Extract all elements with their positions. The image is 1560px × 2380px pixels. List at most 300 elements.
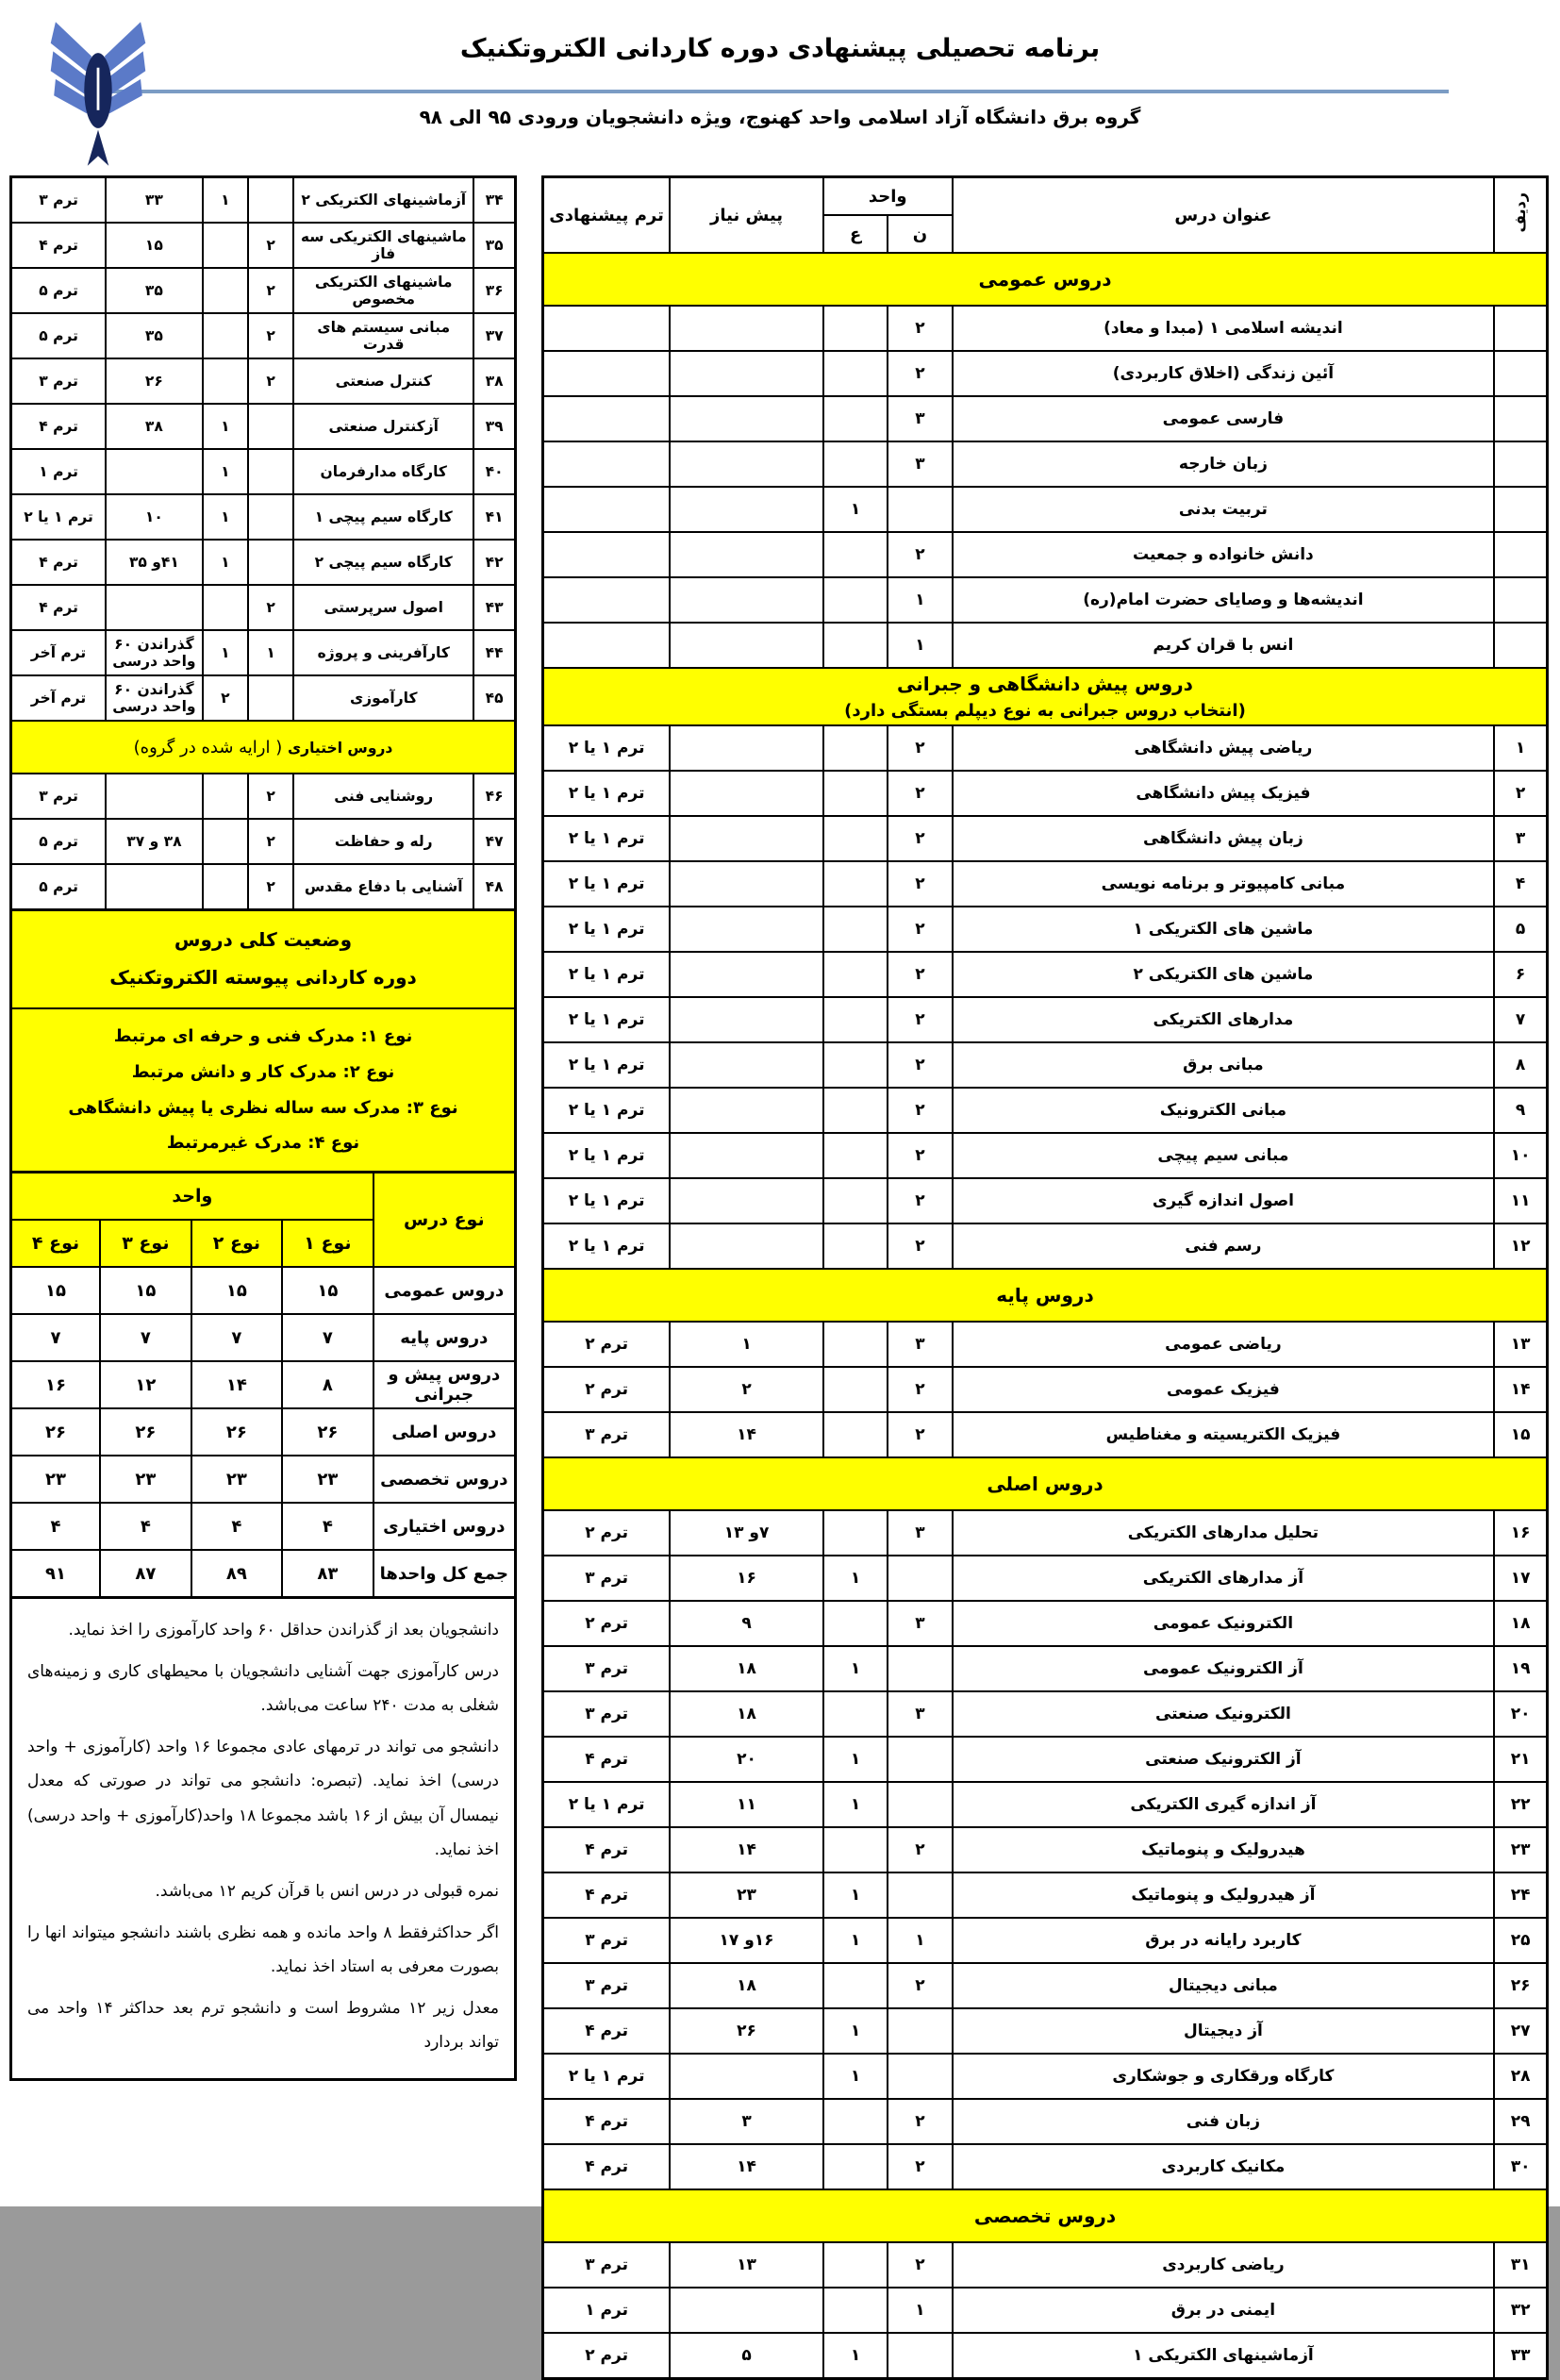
type-row-label: دروس پیش و جبرانی	[373, 1361, 516, 1408]
cell-term: ترم ۱ یا ۲	[11, 494, 107, 540]
cell-row-number	[1494, 623, 1547, 668]
course-row	[11, 313, 516, 358]
course-row	[11, 449, 516, 494]
course-row	[543, 2008, 1548, 2054]
cell-prereq: ۹	[670, 1601, 823, 1646]
cell-prereq: ۷و ۱۳	[670, 1510, 823, 1556]
cell-term: ترم ۳	[11, 358, 107, 404]
course-row	[11, 819, 516, 864]
cell-theory-units: ۲	[888, 952, 952, 997]
type-table-row	[11, 1267, 516, 1314]
cell-row-number: ۲۰	[1494, 1691, 1547, 1737]
course-row	[543, 1737, 1548, 1782]
cell-prereq	[670, 1223, 823, 1269]
cell-course-title: کارگاه سیم پیچی ۱	[293, 494, 473, 540]
cell-term: ترم ۴	[11, 404, 107, 449]
course-row	[543, 1178, 1548, 1223]
type-row-value: ۷	[191, 1314, 283, 1361]
cell-term	[543, 441, 671, 487]
cell-term: ترم ۵	[11, 819, 107, 864]
cell-term	[543, 487, 671, 532]
cell-term: ترم ۱ یا ۲	[543, 771, 671, 816]
cell-theory-units: ۲	[888, 725, 952, 771]
cell-practical-units	[823, 2144, 888, 2189]
cell-practical-units	[823, 725, 888, 771]
section-title-cell	[11, 721, 516, 774]
cell-course-title: ایمنی در برق	[953, 2288, 1495, 2333]
cell-practical-units	[823, 532, 888, 577]
status-type-line: نوع ۴: مدرک غیرمرتبط	[166, 1133, 360, 1154]
cell-theory-units	[888, 1782, 952, 1827]
cell-theory-units: ۲	[888, 1223, 952, 1269]
course-row	[543, 1646, 1548, 1691]
cell-course-title: تربیت بدنی	[953, 487, 1495, 532]
note-item: درس کارآموزی جهت آشنایی دانشجویان با محیطهای کاری و زمینه‌های شغلی به مدت ۲۴۰ ساعت می‌باشد.	[27, 1661, 499, 1716]
cell-practical-units	[823, 1088, 888, 1133]
total-row-value: ۸۷	[100, 1550, 191, 1598]
main-column	[541, 175, 1549, 2380]
cell-prereq	[670, 441, 823, 487]
continuation-course-table	[9, 175, 517, 911]
section-title: دروس اختیاری	[287, 739, 393, 757]
cell-row-number: ۴	[1494, 861, 1547, 907]
cell-course-title: فیزیک الکتریسیته و مغناطیس	[953, 1412, 1495, 1457]
cell-course-title: اصول سرپرستی	[293, 585, 473, 630]
cell-row-number: ۳۷	[473, 313, 515, 358]
cell-course-title: کاربرد رایانه در برق	[953, 1918, 1495, 1963]
course-row	[543, 1088, 1548, 1133]
type-row-value: ۴	[11, 1503, 101, 1550]
cell-practical-units: ۱	[203, 404, 248, 449]
course-row	[11, 177, 516, 224]
cell-term	[543, 396, 671, 441]
cell-practical-units	[823, 1691, 888, 1737]
cell-practical-units: ۱	[823, 2333, 888, 2379]
cell-practical-units	[823, 816, 888, 861]
cell-term: ترم ۲	[543, 1601, 671, 1646]
cell-practical-units	[823, 2099, 888, 2144]
cell-practical-units: ۱	[823, 2008, 888, 2054]
cell-course-title: رسم فنی	[953, 1223, 1495, 1269]
cell-theory-units: ۳	[888, 1601, 952, 1646]
cell-prereq	[670, 306, 823, 351]
section-header-row	[543, 2189, 1548, 2242]
cell-practical-units	[823, 2288, 888, 2333]
cell-practical-units	[823, 1963, 888, 2008]
cell-prereq: ۱۶و ۱۷	[670, 1918, 823, 1963]
course-row	[543, 351, 1548, 396]
cell-theory-units: ۲	[888, 1088, 952, 1133]
cell-theory-units: ۲	[888, 816, 952, 861]
cell-prereq: ۲۳	[670, 1872, 823, 1918]
cell-theory-units: ۱	[888, 1918, 952, 1963]
course-row	[543, 1042, 1548, 1088]
cell-practical-units: ۱	[823, 1782, 888, 1827]
cell-theory-units: ۲	[248, 313, 293, 358]
section-header-row	[543, 668, 1548, 725]
cell-theory-units: ۳	[888, 1691, 952, 1737]
note-item: دانشجو می تواند در ترمهای عادی مجموعا ۱۶ واحد (کارآموزی + واحد درسی) اخذ نماید. (تبصره: دانشجو می تواند در صورتی که معدل نیمسال آن بیش از ۱۶ باشد مجموعا ۱۸ واحد(کارآموزی + واحد درسی) اخذ نماید.	[27, 1737, 499, 1860]
cell-theory-units	[888, 487, 952, 532]
cell-practical-units	[823, 441, 888, 487]
cell-term: ترم ۳	[543, 1963, 671, 2008]
course-row	[11, 864, 516, 910]
cell-term: ترم ۱ یا ۲	[543, 816, 671, 861]
type-row-value: ۲۶	[11, 1408, 101, 1456]
section-title: دروس تخصصی	[973, 2205, 1117, 2227]
cell-practical-units: ۱	[823, 1918, 888, 1963]
cell-row-number: ۱۳	[1494, 1322, 1547, 1367]
type-row-value: ۴	[100, 1503, 191, 1550]
cell-prereq: ۳۸ و ۳۷	[106, 819, 203, 864]
cell-theory-units: ۲	[888, 1042, 952, 1088]
course-row	[543, 577, 1548, 623]
cell-course-title: تحلیل مدارهای الکتریکی	[953, 1510, 1495, 1556]
cell-prereq: ۲۶	[670, 2008, 823, 2054]
cell-course-title: ماشین های الکتریکی ۱	[953, 907, 1495, 952]
course-row	[543, 1322, 1548, 1367]
cell-theory-units	[888, 2333, 952, 2379]
total-row-label: جمع کل واحدها	[373, 1550, 516, 1598]
cell-term: ترم ۳	[11, 774, 107, 819]
cell-course-title: ریاضی پیش دانشگاهی	[953, 725, 1495, 771]
course-row	[543, 1827, 1548, 1872]
cell-term: ترم ۱ یا ۲	[543, 1782, 671, 1827]
course-row	[11, 585, 516, 630]
note-item: معدل زیر ۱۲ مشروط است و دانشجو ترم بعد حداکثر ۱۴ واحد می تواند بردارد	[27, 1998, 499, 2053]
type-row-value: ۸	[282, 1361, 373, 1408]
cell-course-title: مدارهای الکتریکی	[953, 997, 1495, 1042]
cell-row-number: ۴۸	[473, 864, 515, 910]
course-row	[543, 2054, 1548, 2099]
cell-row-number: ۳۳	[1494, 2333, 1547, 2379]
cell-theory-units: ۲	[248, 358, 293, 404]
cell-course-title: کارآفرینی و پروژه	[293, 630, 473, 675]
cell-course-title: مبانی الکترونیک	[953, 1088, 1495, 1133]
course-row	[11, 494, 516, 540]
type-row-label: دروس اصلی	[373, 1408, 516, 1456]
cell-row-number	[1494, 577, 1547, 623]
cell-row-number	[1494, 396, 1547, 441]
type-summary-table	[9, 1171, 517, 1599]
cell-theory-units	[888, 1872, 952, 1918]
cell-term: ترم ۱ یا ۲	[543, 907, 671, 952]
cell-term: ترم ۳	[543, 1556, 671, 1601]
header-course-title: عنوان درس	[953, 177, 1495, 254]
cell-prereq: ۱۸	[670, 1691, 823, 1737]
cell-prereq	[670, 1088, 823, 1133]
note-item: اگر حداکثرفقط ۸ واحد مانده و همه نظری باشند دانشجو میتواند انها را بصورت معرفی به استاد اخذ نماید.	[27, 1922, 499, 1977]
cell-row-number: ۹	[1494, 1088, 1547, 1133]
cell-row-number	[1494, 441, 1547, 487]
cell-prereq	[106, 585, 203, 630]
notes-box	[9, 1596, 517, 2081]
cell-theory-units: ۳	[888, 441, 952, 487]
cell-row-number: ۳	[1494, 816, 1547, 861]
cell-term: ترم ۵	[11, 268, 107, 313]
course-row	[543, 771, 1548, 816]
cell-practical-units: ۱	[823, 2054, 888, 2099]
cell-course-title: ماشینهای الکتریکی مخصوص	[293, 268, 473, 313]
cell-prereq: ۳	[670, 2099, 823, 2144]
type-row-value: ۷	[282, 1314, 373, 1361]
cell-theory-units: ۲	[888, 2099, 952, 2144]
cell-practical-units	[203, 358, 248, 404]
course-row	[543, 816, 1548, 861]
course-row	[543, 952, 1548, 997]
section-title-cell	[543, 253, 1548, 306]
course-row	[11, 675, 516, 721]
cell-prereq	[670, 1042, 823, 1088]
type-row-value: ۲۶	[282, 1408, 373, 1456]
course-row	[11, 358, 516, 404]
cell-prereq: ۳۵	[106, 268, 203, 313]
cell-course-title: اندیشه اسلامی ۱ (مبدا و معاد)	[953, 306, 1495, 351]
cell-course-title: آز هیدرولیک و پنوماتیک	[953, 1872, 1495, 1918]
type-row-value: ۲۶	[191, 1408, 283, 1456]
cell-row-number: ۲۲	[1494, 1782, 1547, 1827]
cell-course-title: زبان خارجه	[953, 441, 1495, 487]
cell-row-number	[1494, 351, 1547, 396]
cell-prereq	[106, 774, 203, 819]
cell-row-number: ۲۳	[1494, 1827, 1547, 1872]
cell-prereq: ۳۳	[106, 177, 203, 224]
header-term: ترم پیشنهادی	[543, 177, 671, 254]
cell-course-title: فیزیک عمومی	[953, 1367, 1495, 1412]
side-column	[9, 175, 517, 2081]
divider-line	[91, 90, 1449, 93]
cell-practical-units	[823, 1042, 888, 1088]
type-row-value: ۴	[282, 1503, 373, 1550]
type-row-label: دروس پایه	[373, 1314, 516, 1361]
cell-theory-units: ۲	[888, 1178, 952, 1223]
cell-prereq	[670, 396, 823, 441]
type-col-header: نوع ۱	[282, 1220, 373, 1267]
cell-row-number: ۴۵	[473, 675, 515, 721]
cell-course-title: مکانیک کاربردی	[953, 2144, 1495, 2189]
cell-prereq	[106, 449, 203, 494]
cell-prereq: ۳۵	[106, 313, 203, 358]
cell-row-number: ۷	[1494, 997, 1547, 1042]
cell-row-number: ۱	[1494, 725, 1547, 771]
cell-theory-units: ۲	[888, 2144, 952, 2189]
cell-practical-units	[823, 907, 888, 952]
cell-prereq	[670, 2288, 823, 2333]
section-header-row	[543, 1457, 1548, 1510]
cell-term: ترم ۴	[11, 223, 107, 268]
type-row-value: ۱۵	[282, 1267, 373, 1314]
cell-practical-units	[823, 1367, 888, 1412]
cell-row-number: ۲۸	[1494, 2054, 1547, 2099]
header-prereq: پیش نیاز	[670, 177, 823, 254]
course-row	[543, 725, 1548, 771]
cell-theory-units	[888, 1646, 952, 1691]
course-table-header	[543, 177, 1548, 254]
cell-theory-units	[888, 2008, 952, 2054]
type-row-label: دروس تخصصی	[373, 1456, 516, 1503]
cell-theory-units: ۲	[888, 2242, 952, 2288]
cell-practical-units	[203, 313, 248, 358]
cell-course-title: آز دیجیتال	[953, 2008, 1495, 2054]
cell-term: ترم ۱	[11, 449, 107, 494]
cell-practical-units	[823, 1510, 888, 1556]
cell-row-number: ۲۱	[1494, 1737, 1547, 1782]
course-row	[543, 1691, 1548, 1737]
cell-term: ترم ۲	[543, 1322, 671, 1367]
cell-prereq: ۱۶	[670, 1556, 823, 1601]
cell-course-title: مبانی سیستم های قدرت	[293, 313, 473, 358]
cell-practical-units: ۱	[823, 487, 888, 532]
course-row	[543, 1223, 1548, 1269]
section-title-cell	[543, 2189, 1548, 2242]
course-row	[11, 774, 516, 819]
cell-row-number: ۲	[1494, 771, 1547, 816]
cell-theory-units	[248, 675, 293, 721]
course-row	[543, 487, 1548, 532]
cell-row-number: ۴۰	[473, 449, 515, 494]
type-row-value: ۱۴	[191, 1361, 283, 1408]
header-row-number	[1494, 177, 1547, 254]
cell-term: ترم آخر	[11, 630, 107, 675]
cell-term: ترم ۴	[543, 1827, 671, 1872]
section-title-cell	[543, 668, 1548, 725]
cell-prereq: ۱۸	[670, 1646, 823, 1691]
cell-theory-units: ۲	[888, 861, 952, 907]
cell-prereq	[670, 907, 823, 952]
cell-practical-units	[823, 306, 888, 351]
cell-term: ترم ۳	[543, 1646, 671, 1691]
course-row	[11, 630, 516, 675]
cell-practical-units	[823, 351, 888, 396]
cell-course-title: الکترونیک عمومی	[953, 1601, 1495, 1646]
cell-prereq	[670, 861, 823, 907]
cell-theory-units: ۲	[248, 268, 293, 313]
cell-course-title: رله و حفاظت	[293, 819, 473, 864]
section-header-row	[543, 1269, 1548, 1322]
cell-theory-units: ۲	[888, 1133, 952, 1178]
cell-term: ترم ۴	[543, 2008, 671, 2054]
cell-row-number: ۱۰	[1494, 1133, 1547, 1178]
cell-row-number: ۱۸	[1494, 1601, 1547, 1646]
cell-row-number	[1494, 532, 1547, 577]
content-columns	[0, 175, 1560, 2380]
cell-term: ترم ۱ یا ۲	[543, 861, 671, 907]
course-row	[543, 2242, 1548, 2288]
course-row	[543, 1556, 1548, 1601]
type-table-row	[11, 1314, 516, 1361]
type-table-row	[11, 1503, 516, 1550]
section-header-row	[543, 253, 1548, 306]
cell-term: ترم ۲	[543, 1510, 671, 1556]
course-row	[11, 540, 516, 585]
cell-prereq: ۱۵	[106, 223, 203, 268]
cell-row-number: ۱۲	[1494, 1223, 1547, 1269]
type-row-value: ۷	[11, 1314, 101, 1361]
note-item: نمره قبولی در درس انس با قرآن کریم ۱۲ می‌باشد.	[155, 1882, 499, 1902]
course-row	[543, 2144, 1548, 2189]
cell-course-title: دانش خانواده و جمعیت	[953, 532, 1495, 577]
type-row-value: ۱۲	[100, 1361, 191, 1408]
cell-theory-units: ۲	[248, 864, 293, 910]
cell-term: ترم ۴	[543, 2099, 671, 2144]
main-course-table	[541, 175, 1549, 2380]
cell-course-title: آز الکترونیک عمومی	[953, 1646, 1495, 1691]
cell-prereq: ۱۴	[670, 1827, 823, 1872]
cell-prereq: ۵	[670, 2333, 823, 2379]
course-row	[543, 623, 1548, 668]
cell-course-title: آز مدارهای الکتریکی	[953, 1556, 1495, 1601]
cell-theory-units: ۲	[248, 223, 293, 268]
cell-practical-units	[203, 774, 248, 819]
status-title: وضعیت کلی دروس	[174, 928, 353, 951]
course-row	[543, 1412, 1548, 1457]
type-table-row	[11, 1408, 516, 1456]
cell-practical-units	[823, 861, 888, 907]
cell-prereq	[670, 487, 823, 532]
cell-prereq: گذراندن ۶۰ واحد درسی	[106, 675, 203, 721]
cell-prereq: ۱۳	[670, 2242, 823, 2288]
cell-prereq	[670, 725, 823, 771]
type-row-value: ۲۳	[282, 1456, 373, 1503]
cell-row-number: ۴۳	[473, 585, 515, 630]
cell-row-number: ۴۴	[473, 630, 515, 675]
cell-course-title: آشنایی با دفاع مقدس	[293, 864, 473, 910]
type-table-course-type-header: نوع درس	[373, 1173, 516, 1268]
cell-prereq	[670, 771, 823, 816]
cell-theory-units: ۳	[888, 1322, 952, 1367]
cell-row-number: ۱۴	[1494, 1367, 1547, 1412]
cell-term: ترم ۴	[543, 2144, 671, 2189]
section-title: دروس اصلی	[987, 1473, 1104, 1495]
cell-theory-units: ۳	[888, 396, 952, 441]
cell-row-number: ۵	[1494, 907, 1547, 952]
cell-practical-units	[823, 1601, 888, 1646]
cell-row-number: ۲۵	[1494, 1918, 1547, 1963]
cell-row-number: ۱۶	[1494, 1510, 1547, 1556]
cell-course-title: اصول اندازه گیری	[953, 1178, 1495, 1223]
cell-term: ترم ۱ یا ۲	[543, 952, 671, 997]
cell-theory-units: ۲	[888, 1963, 952, 2008]
cell-term: ترم آخر	[11, 675, 107, 721]
cell-course-title: روشنایی فنی	[293, 774, 473, 819]
cell-practical-units: ۱	[823, 1556, 888, 1601]
cell-practical-units	[823, 1133, 888, 1178]
section-title: دروس پایه	[996, 1284, 1094, 1307]
cell-row-number: ۱۹	[1494, 1646, 1547, 1691]
course-row	[543, 1872, 1548, 1918]
course-row	[543, 861, 1548, 907]
section-title: دروس پیش دانشگاهی و جبرانی	[897, 673, 1193, 695]
cell-practical-units	[823, 1178, 888, 1223]
cell-practical-units: ۱	[203, 630, 248, 675]
cell-course-title: آز الکترونیک صنعتی	[953, 1737, 1495, 1782]
cell-theory-units: ۲	[888, 1412, 952, 1457]
cell-prereq: ۴۱و ۳۵	[106, 540, 203, 585]
total-row-value: ۸۳	[282, 1550, 373, 1598]
cell-term: ترم ۱ یا ۲	[543, 1042, 671, 1088]
header-units: واحد	[823, 177, 953, 216]
cell-row-number: ۳۶	[473, 268, 515, 313]
page-header	[0, 0, 1560, 175]
course-row	[543, 1782, 1548, 1827]
cell-course-title: اندیشه‌ها و وصایای حضرت امام(ره)	[953, 577, 1495, 623]
cell-prereq	[670, 997, 823, 1042]
cell-practical-units: ۱	[203, 449, 248, 494]
cell-theory-units: ۱	[248, 630, 293, 675]
cell-course-title: کنترل صنعتی	[293, 358, 473, 404]
cell-row-number: ۳۵	[473, 223, 515, 268]
cell-course-title: مبانی کامپیوتر و برنامه نویسی	[953, 861, 1495, 907]
